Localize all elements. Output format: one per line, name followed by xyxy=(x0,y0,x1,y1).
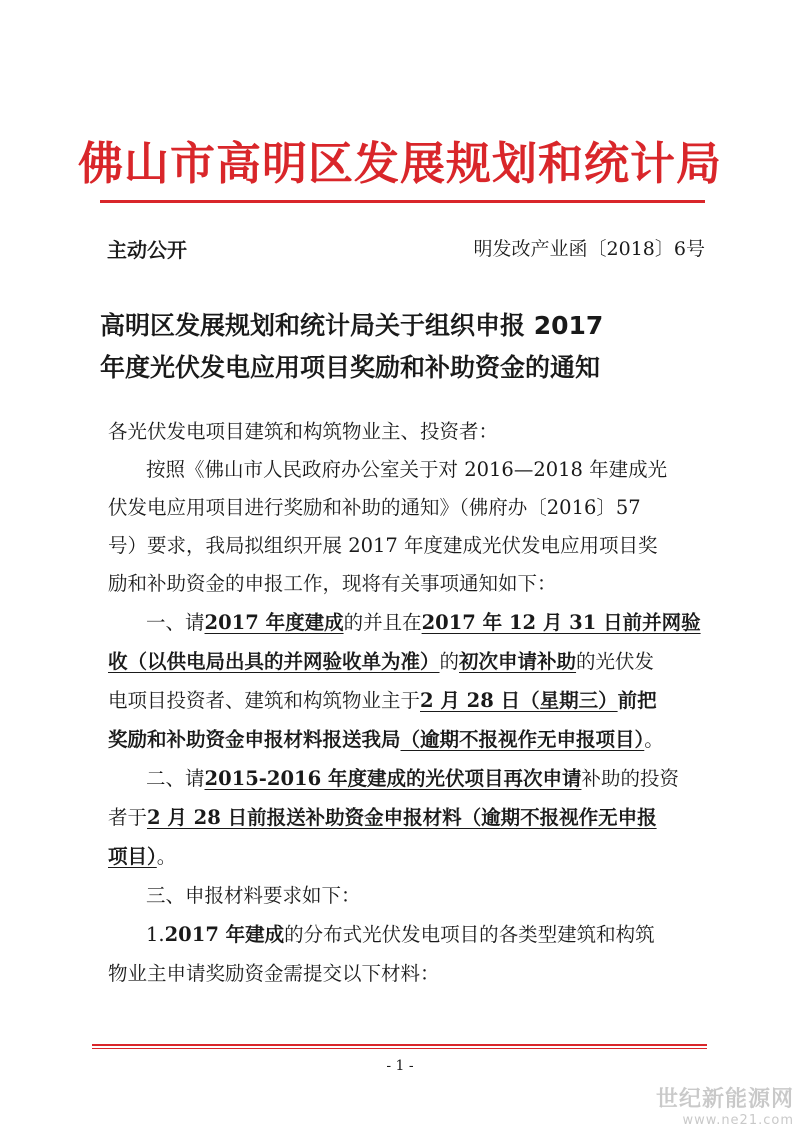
text-run: 的光伏发 xyxy=(576,650,655,673)
emphasis-run: 收（以供电局出具的并网验收单为准） xyxy=(108,650,440,673)
title-line-1: 高明区发展规划和统计局关于组织申报 2017 xyxy=(100,311,604,340)
document-number: 明发改产业函〔2018〕6号 xyxy=(473,238,705,260)
item2-line xyxy=(146,767,746,791)
emphasis-run: 项目） xyxy=(108,845,157,868)
text-run: 。 xyxy=(644,728,664,751)
text-run: 电项目投资者、建筑和构筑物业主于 xyxy=(108,689,421,712)
item1-line xyxy=(108,650,708,674)
watermark-url: www.ne21.com xyxy=(682,1113,794,1128)
emphasis-run: 初次申请补助 xyxy=(459,650,577,673)
text-run: 前把 xyxy=(617,689,657,712)
item1-line xyxy=(108,728,708,752)
item1-line xyxy=(108,689,708,713)
site-watermark xyxy=(656,1082,794,1128)
intro-line: 号）要求，我局拟组织开展 2017 年度建成光伏发电应用项目奖 xyxy=(108,534,658,557)
watermark-name: 世纪新能源网 xyxy=(655,1087,794,1112)
letterhead-red-rule xyxy=(100,200,705,203)
agency-letterhead: 佛山市高明区发展规划和统计局 xyxy=(77,137,722,190)
emphasis-run: 2017 年 12 月 31 日前并网验 xyxy=(421,611,701,634)
item3-heading: 三、申报材料要求如下： xyxy=(146,884,361,907)
emphasis-run: 2 月 28 日前报送补助资金申报材料（逾期不报视作无申报 xyxy=(147,806,657,829)
text-run: 的 xyxy=(439,650,460,673)
text-run: 1. xyxy=(146,923,165,946)
sub1-line: 物业主申请奖励资金需提交以下材料： xyxy=(108,962,440,985)
text-run: 补助的投资 xyxy=(581,767,679,790)
emphasis-run: 2017 年度建成 xyxy=(204,611,344,634)
text-run: 的分布式光伏发电项目的各类型建筑和构筑 xyxy=(284,923,655,946)
document-title xyxy=(100,305,710,389)
emphasis-run: （逾期不报视作无申报项目） xyxy=(400,728,645,751)
disclosure-label: 主动公开 xyxy=(107,238,187,262)
page-number: - 1 - xyxy=(386,1058,414,1074)
salutation: 各光伏发电项目建筑和构筑物业主、投资者： xyxy=(108,420,499,443)
intro-line: 按照《佛山市人民政府办公室关于对 2016—2018 年建成光 xyxy=(146,458,668,481)
title-line-2: 年度光伏发电应用项目奖励和补助资金的通知 xyxy=(100,353,601,382)
item1-line xyxy=(146,611,746,635)
item2-line xyxy=(108,806,708,830)
emphasis-run: 2015-2016 年度建成的光伏项目再次申请 xyxy=(204,767,582,790)
footer-red-rule-thin xyxy=(92,1048,707,1049)
emphasis-run: 2 月 28 日（星期三） xyxy=(420,689,618,712)
sub1-line xyxy=(146,923,746,947)
text-run: 的并且在 xyxy=(343,611,422,634)
footer-red-rule xyxy=(92,1044,707,1046)
emphasis-run: 2017 年建成 xyxy=(164,923,285,946)
text-run: 。 xyxy=(156,845,177,868)
text-run: 奖励和补助资金申报材料报送我局 xyxy=(108,728,401,751)
text-run: 者于 xyxy=(108,806,148,829)
item2-line xyxy=(108,845,708,869)
intro-line: 伏发电应用项目进行奖励和补助的通知》（佛府办〔2016〕57 xyxy=(108,496,641,519)
text-run: 一、请 xyxy=(146,611,205,634)
text-run: 二、请 xyxy=(146,767,205,790)
intro-line: 励和补助资金的申报工作，现将有关事项通知如下： xyxy=(108,572,557,595)
